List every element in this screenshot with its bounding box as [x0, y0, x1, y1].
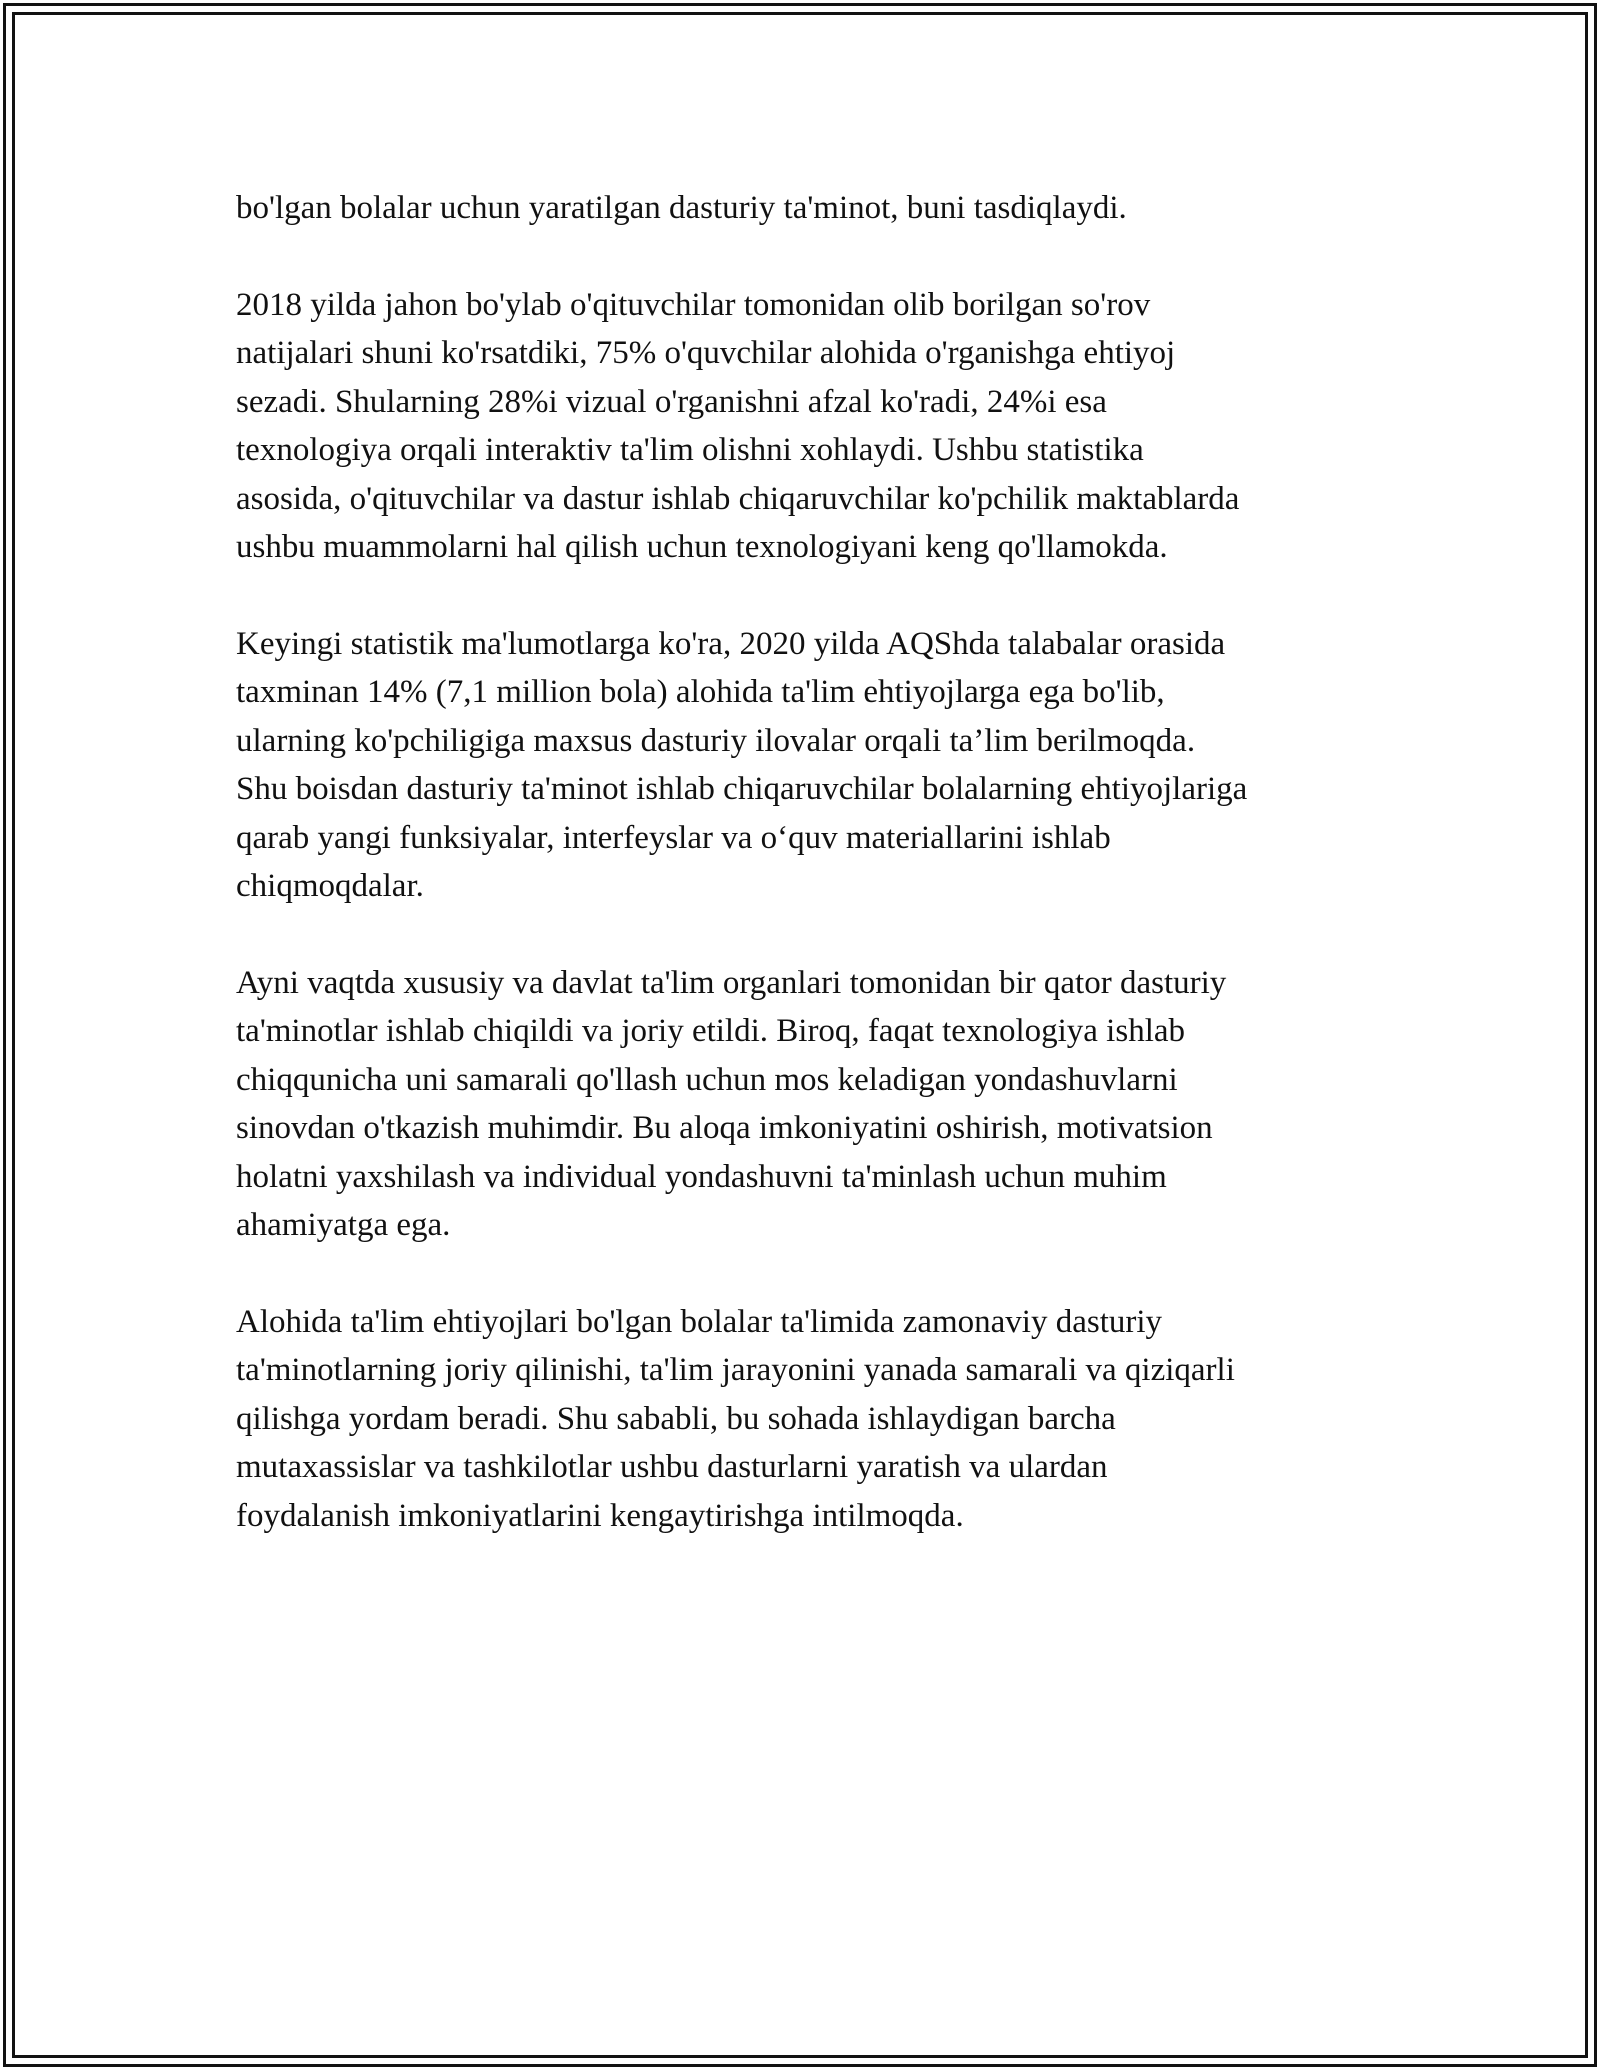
paragraph-1: bo'lgan bolalar uchun yaratilgan dasturiy ta'minot, buni tasdiqlaydi. — [236, 190, 1127, 226]
paragraph-4: Ayni vaqtda xususiy va davlat ta'lim organlari tomonidan bir qator dasturiy ta'minotlar ishlab chiqildi va joriy etildi. Biroq, faqat texnologiya ishlab chiqqunicha uni samarali qo'llash uchun mos keladigan yondashuvlarni sinovdan o'tkazish muhimdir. Bu aloqa imkoniyatini oshirish, motivatsion holatni yaxshilash va individual yondashuvni ta'minlash uchun muhim ahamiyatga ega. — [236, 964, 1227, 1243]
paragraph-5: Alohida ta'lim ehtiyojlari bo'lgan bolalar ta'limida zamonaviy dasturiy ta'minotlarning joriy qilinishi, ta'lim jarayonini yanada samarali va qiziqarli qilishga yordam beradi. Shu sababli, bu sohada ishlaydigan barcha mutaxassislar va tashkilotlar ushbu dasturlarni yaratish va ulardan foydalanish imkoniyatlarini kengaytirishga intilmoqda. — [236, 1303, 1235, 1534]
paragraph-3: Keyingi statistik ma'lumotlarga ko'ra, 2020 yilda AQShda talabalar orasida taxminan 14% (7,1 million bola) alohida ta'lim ehtiyojlarga ega bo'lib, ularning ko'pchiligiga maxsus dasturiy ilovalar orqali ta’lim berilmoqda. Shu boisdan dasturiy ta'minot ishlab chiqaruvchilar bolalarning ehtiyojlariga qarab yangi funksiyalar, interfeyslar va o‘quv materiallarini ishlab chiqmoqdalar. — [236, 625, 1248, 904]
document-body — [236, 184, 1366, 1588]
paragraph-2: 2018 yilda jahon bo'ylab o'qituvchilar tomonidan olib borilgan so'rov natijalari shuni ko'rsatdiki, 75% o'quvchilar alohida o'rganishga ehtiyoj sezadi. Shularning 28%i vizual o'rganishni afzal ko'radi, 24%i esa texnologiya orqali interaktiv ta'lim olishni xohlaydi. Ushbu statistika asosida, o'qituvchilar va dastur ishlab chiqaruvchilar ko'pchilik maktablarda ushbu muammolarni hal qilish uchun texnologiyani keng qo'llamokda. — [236, 286, 1240, 565]
